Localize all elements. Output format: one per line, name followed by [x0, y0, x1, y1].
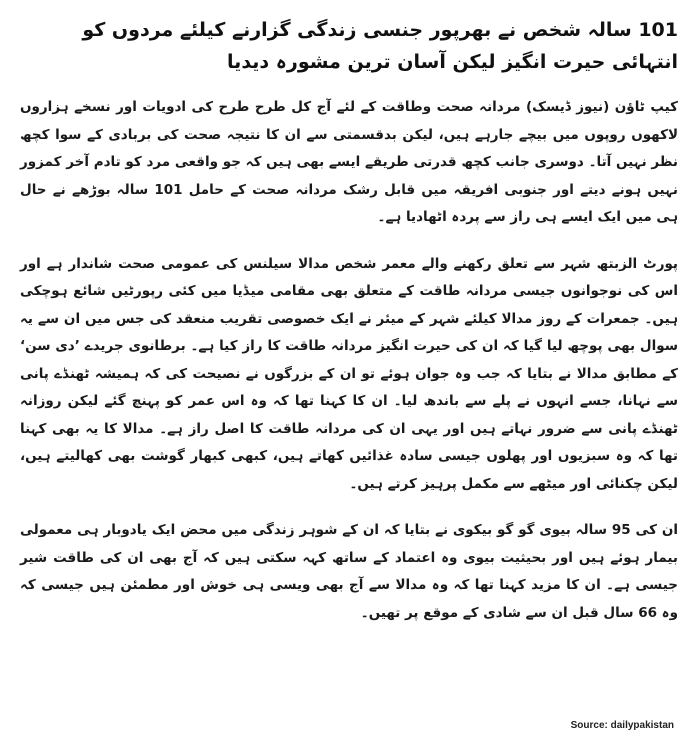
article-paragraph-2: پورٹ الزبتھ شہر سے تعلق رکھنے والے معمر شخص مدالا سیلنس کی عمومی صحت شاندار ہے اور اس کی نوجوانوں جیسی مردانہ طاقت کے متعلق بھی مقامی میڈیا میں کئی رپورٹیں شائع ہوچکی ہیں۔ جمعرات کے روز مدالا کیلئے شہر کے میئر نے ایک خصوصی تقریب منعقد کی جس میں ان سے یہ سوال بھی پوچھ لیا گیا کہ ان کی حیرت انگیز مردانہ طاقت کا راز کیا ہے۔ برطانوی جریدے ’دی سن‘ کے مطابق مدالا نے بتایا کہ جب وہ جوان ہوئے تو ان کے بزرگوں نے نصیحت کی کہ ہمیشہ ٹھنڈے پانی سے نہانا، جسے انہوں نے پلے سے باندھ لیا۔ ان کا کہنا تھا کہ وہ اس عمر کو پہنچ گئے لیکن روزانہ ٹھنڈے پانی سے ضرور نہاتے ہیں اور یہی ان کی مردانہ طاقت کا اصل راز ہے۔ مدالا کا یہ بھی کہنا تھا کہ وہ سبزیوں اور پھلوں جیسی سادہ غذائیں کھاتے ہیں، کبھی کبھار گوشت بھی کھالیتے ہیں، لیکن چکنائی اور میٹھے سے مکمل پرہیز کرتے ہیں۔: [20, 255, 678, 492]
article-headline: 101 سالہ شخص نے بھرپور جنسی زندگی گزارنے کیلئے مردوں کو انتہائی حیرت انگیز لیکن آسان ترین مشورہ دیدیا: [82, 19, 678, 73]
article-paragraph-1: کیپ ٹاؤن (نیوز ڈیسک) مردانہ صحت وطاقت کے لئے آج کل طرح طرح کی ادویات اور نسخے ہزاروں لاکھوں روپوں میں بیچے جارہے ہیں، لیکن بدقسمتی سے ان کا نتیجہ صحت کی بربادی کے سوا کچھ نظر نہیں آتا۔ دوسری جانب کچھ قدرتی طریقے ایسے بھی ہیں کہ جو واقعی مرد کو تادم آخر کمزور نہیں ہونے دیتے اور جنوبی افریقہ میں قابل رشک مردانہ صحت کے حامل 101 سالہ بوڑھے نے حال ہی میں ایک ایسے ہی راز سے پردہ اٹھادیا ہے۔: [20, 99, 678, 225]
source-credit: Source: dailypakistan: [570, 720, 674, 731]
article-body: [20, 94, 678, 627]
article-paragraph-3: ان کی 95 سالہ بیوی گو گو بیکوی نے بتایا کہ ان کے شوہر زندگی میں محض ایک یادوبار ہی معمولی بیمار ہوئے ہیں اور بحیثیت بیوی وہ اعتماد کے ساتھ کہہ سکتی ہیں کہ آج بھی ان کی طاقت شیر جیسی ہے۔ ان کا مزید کہنا تھا کہ وہ مدالا سے آج بھی ویسی ہی خوش اور مطمئن ہیں جیسی کہ وہ 66 سال قبل ان سے شادی کے موقع پر تھیں۔: [20, 522, 678, 621]
